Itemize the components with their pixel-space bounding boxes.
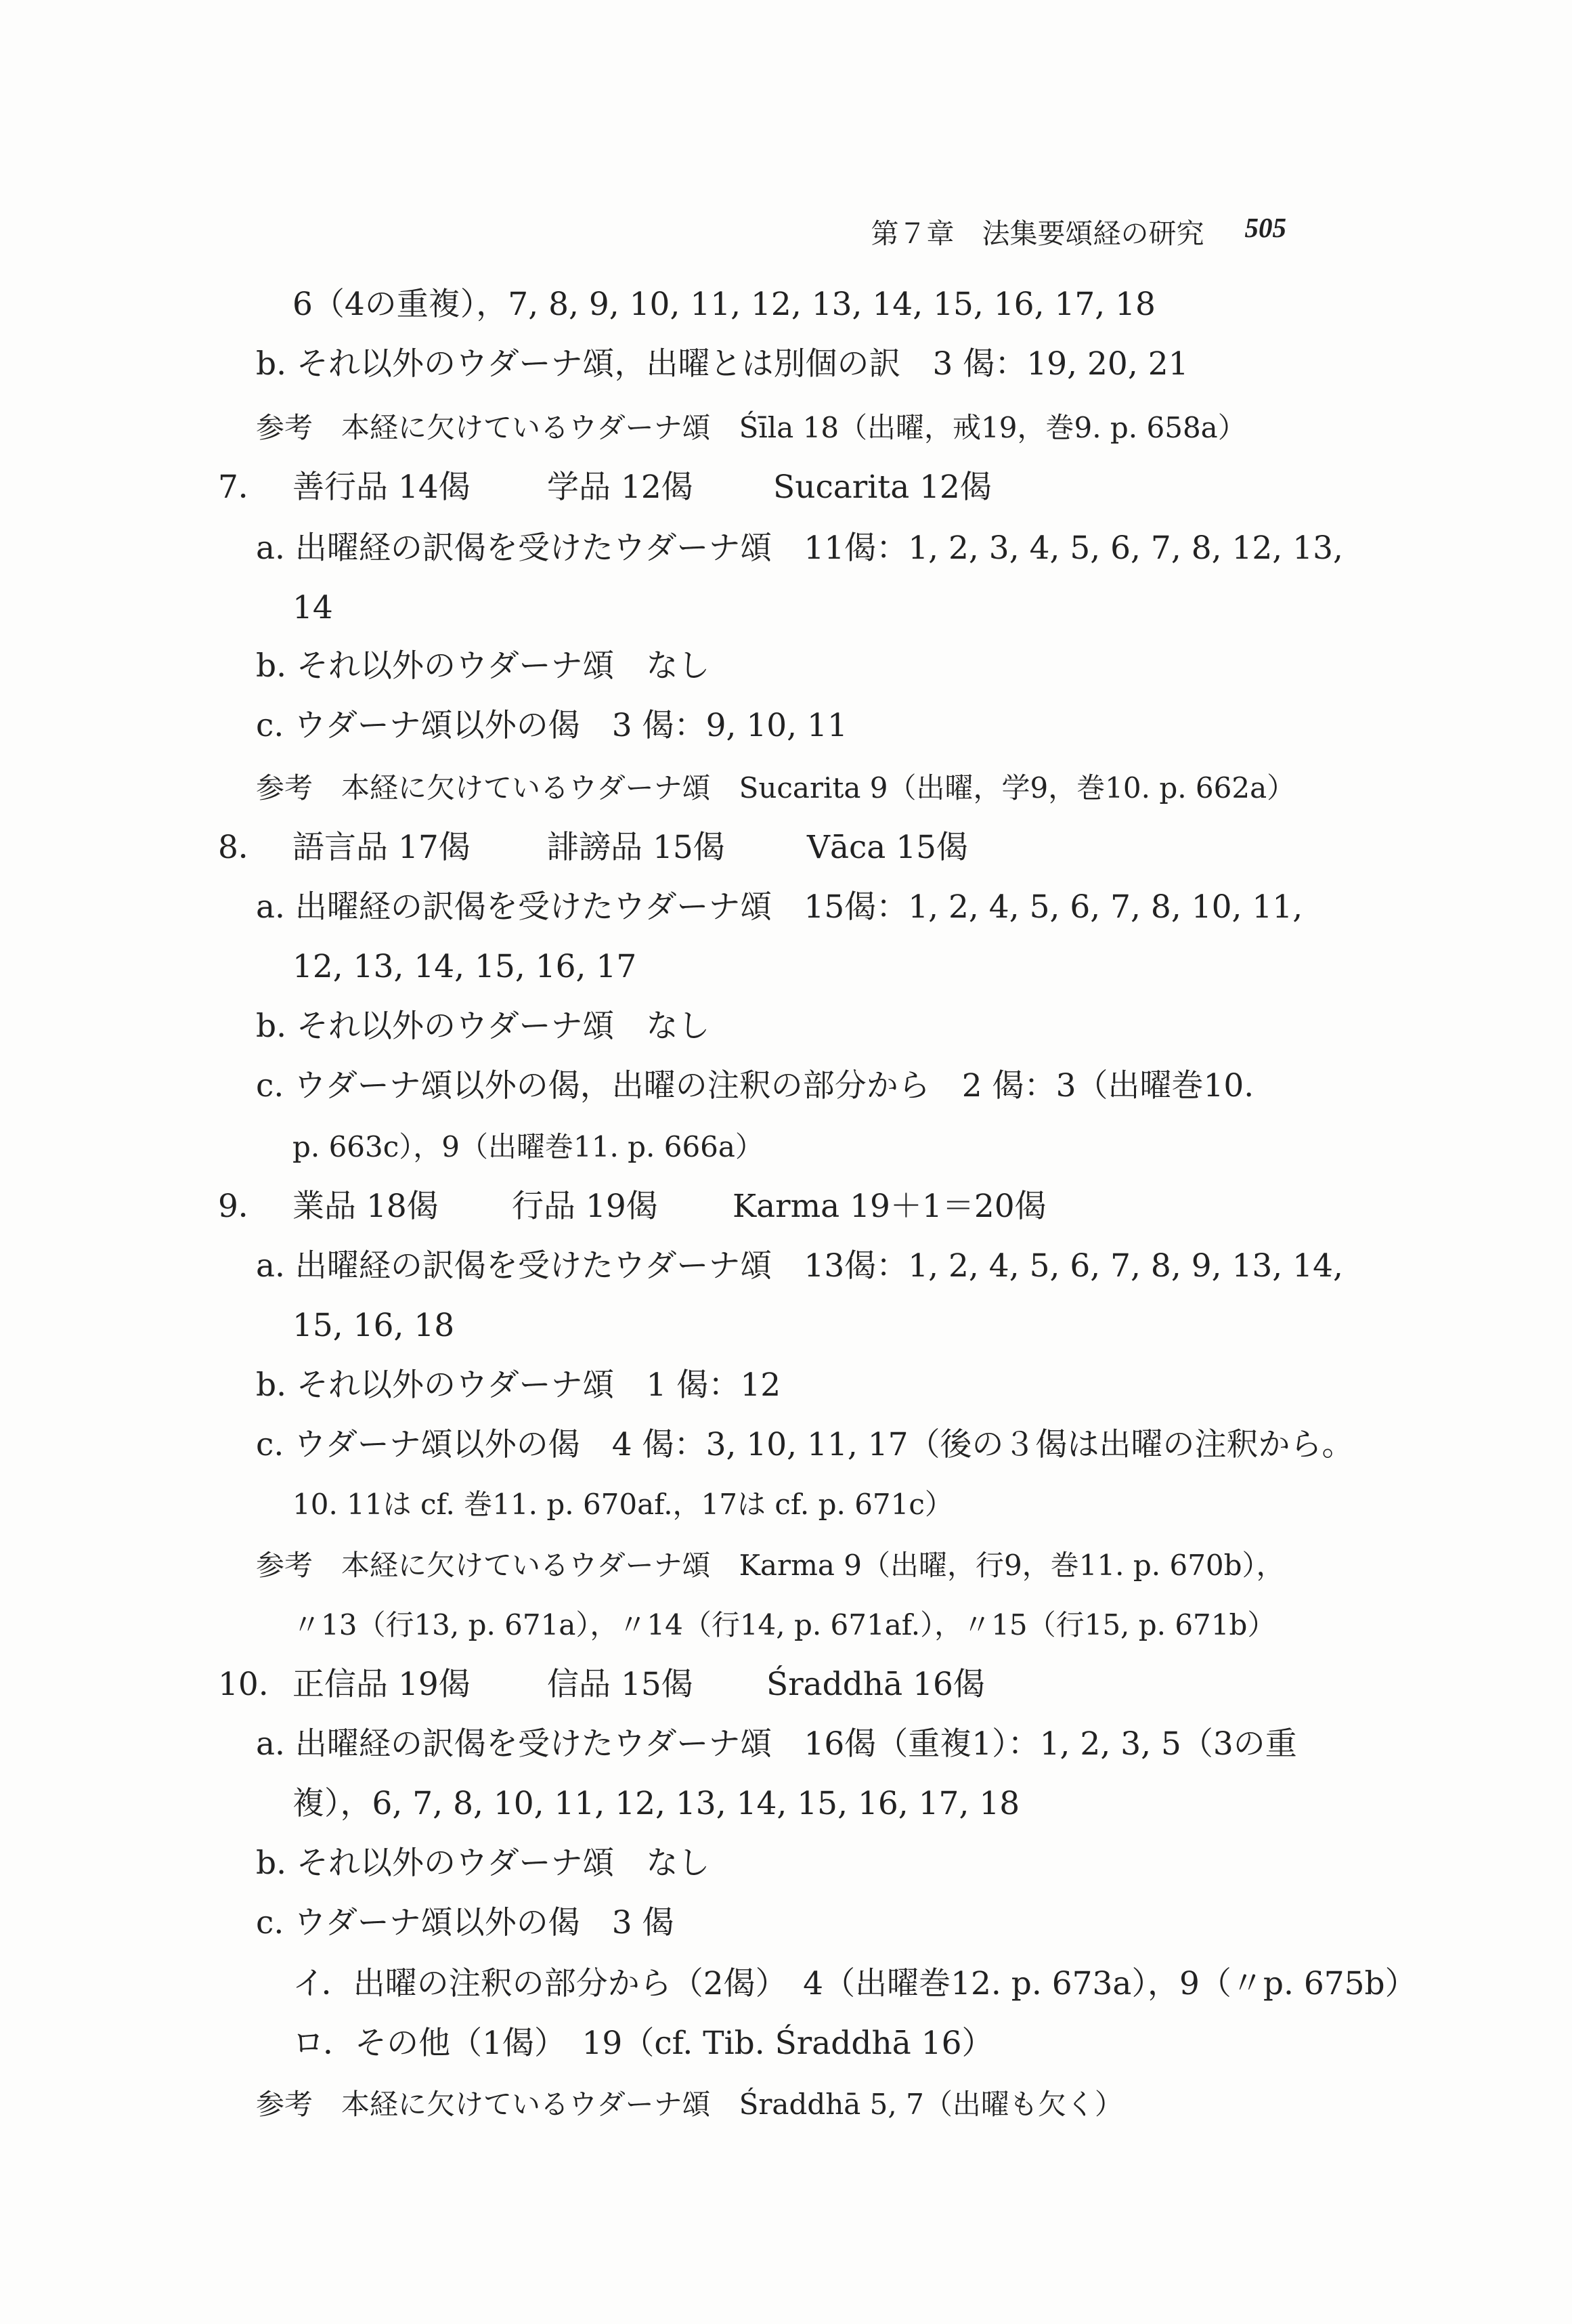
reference-note: 参考 本経に欠けているウダーナ頌 Karma 9（出曜，行9，巻11. p. 670b）， [256, 1549, 1285, 1582]
section-chapter-a: 語言品 17偈 [292, 829, 471, 866]
text-line: b. それ以外のウダーナ頌 なし [256, 1008, 710, 1045]
reference-note: 参考 本経に欠けているウダーナ頌 Śīla 18（出曜，戒19，巻9. p. 658a） [256, 411, 1246, 444]
text-line: b. それ以外のウダーナ頌 なし [256, 1845, 710, 1882]
section-chapter-a: 正信品 19偈 [292, 1666, 471, 1703]
reference-note: 参考 本経に欠けているウダーナ頌 Sucarita 9（出曜，学9，巻10. p. 662a） [256, 771, 1296, 804]
text-line: イ．出曜の注釈の部分から（2偈） 4（出曜巻12. p. 673a），9（〃p. 675b） [292, 1965, 1417, 2002]
text-line: b. それ以外のウダーナ頌 1 偈：12 [256, 1367, 781, 1404]
text-line: p. 663c），9（出曜巻11. p. 666a） [292, 1130, 764, 1163]
text-line: 10. 11は cf. 巻11. p. 670af.，17は cf. p. 671c） [292, 1488, 953, 1521]
section-chapter-a: 業品 18偈 [292, 1188, 439, 1225]
section-number: 7． [218, 469, 270, 506]
section-number: 8． [218, 829, 270, 866]
text-line: 複），6, 7, 8, 10, 11, 12, 13, 14, 15, 16, 17, 18 [292, 1785, 1020, 1822]
text-line: a. 出曜経の訳偈を受けたウダーナ頌 16偈（重複1）：1, 2, 3, 5（3の重 [256, 1725, 1297, 1763]
section-chapter-b: 信品 15偈 [547, 1666, 693, 1703]
text-line: c. ウダーナ頌以外の偈 3 偈：9, 10, 11 [256, 707, 848, 744]
text-line: a. 出曜経の訳偈を受けたウダーナ頌 15偈：1, 2, 4, 5, 6, 7, 8, 10, 11, [256, 888, 1303, 926]
text-line: 6（4の重複），7, 8, 9, 10, 11, 12, 13, 14, 15, 16, 17, 18 [292, 286, 1156, 323]
section-chapter-c: Vāca 15偈 [807, 829, 969, 866]
section-chapter-b: 学品 12偈 [547, 469, 693, 506]
section-chapter-c: Sucarita 12偈 [773, 469, 992, 506]
text-line: b. それ以外のウダーナ頌，出曜とは別個の訳 3 偈：19, 20, 21 [256, 345, 1189, 383]
text-line: a. 出曜経の訳偈を受けたウダーナ頌 11偈：1, 2, 3, 4, 5, 6, 7, 8, 12, 13, [256, 530, 1343, 567]
text-line: a. 出曜経の訳偈を受けたウダーナ頌 13偈：1, 2, 4, 5, 6, 7, 8, 9, 13, 14, [256, 1247, 1343, 1285]
page-number: 505 [1244, 212, 1286, 243]
chapter-title: 第７章 法集要頌経の研究 [871, 217, 1204, 250]
text-line: c. ウダーナ頌以外の偈，出曜の注釈の部分から 2 偈：3（出曜巻10. [256, 1067, 1254, 1104]
section-chapter-c: Karma 19＋1＝20偈 [733, 1188, 1047, 1225]
reference-note: 参考 本経に欠けているウダーナ頌 Śraddhā 5, 7（出曜も欠く） [256, 2088, 1123, 2121]
text-line: 12, 13, 14, 15, 16, 17 [292, 948, 637, 985]
running-header [867, 211, 1286, 251]
text-line: 15, 16, 18 [292, 1307, 455, 1344]
text-line: b. それ以外のウダーナ頌 なし [256, 647, 710, 685]
section-number: 10. [218, 1666, 269, 1703]
text-line: c. ウダーナ頌以外の偈 4 偈：3, 10, 11, 17（後の３偈は出曜の注釈から。 [256, 1426, 1354, 1463]
section-chapter-b: 行品 19偈 [512, 1188, 658, 1225]
section-number: 9． [218, 1188, 270, 1225]
text-line: ロ．その他（1偈） 19（cf. Tib. Śraddhā 16） [292, 2025, 994, 2062]
text-line: 14 [292, 589, 333, 626]
reference-note: 〃13（行13, p. 671a），〃14（行14, p. 671af.），〃15（行15, p. 671b） [292, 1608, 1276, 1641]
text-line: c. ウダーナ頌以外の偈 3 偈 [256, 1904, 674, 1941]
section-chapter-a: 善行品 14偈 [292, 469, 471, 506]
section-chapter-c: Śraddhā 16偈 [766, 1666, 985, 1703]
section-chapter-b: 誹謗品 15偈 [547, 829, 725, 866]
